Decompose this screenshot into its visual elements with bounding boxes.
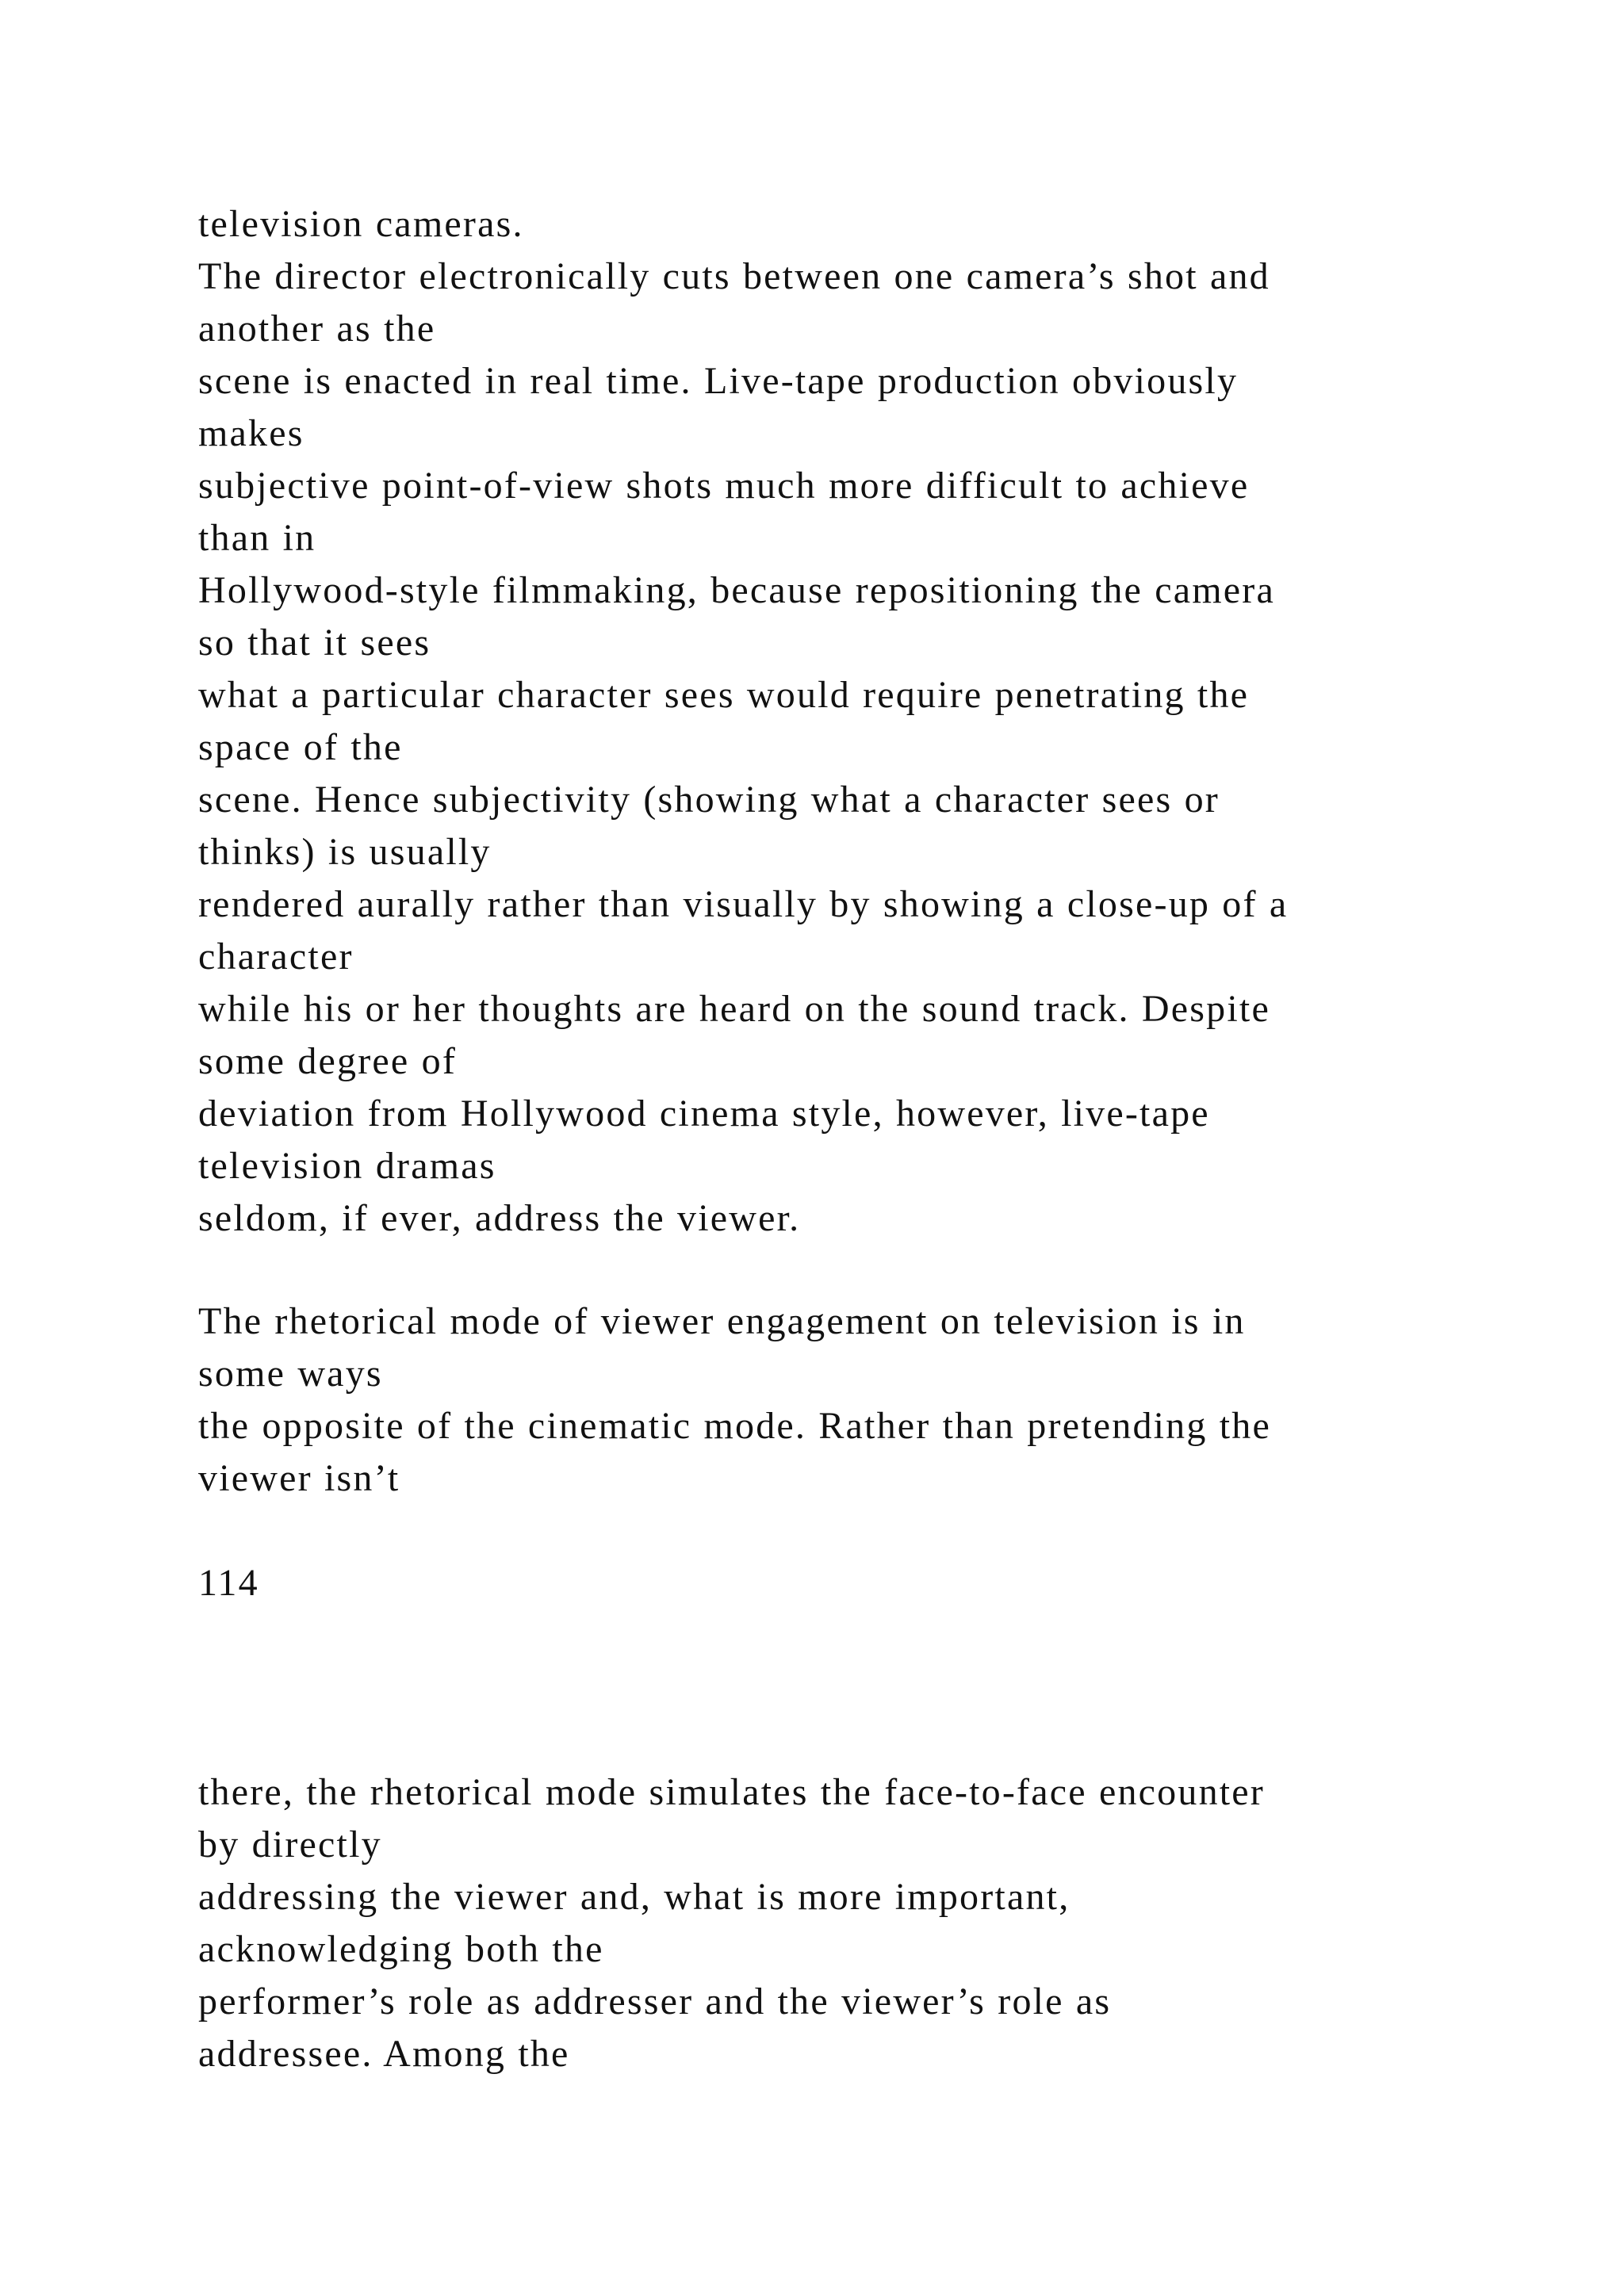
page-number-text: 114	[198, 1562, 259, 1604]
text-line: some degree of	[198, 1040, 458, 1082]
text-line: addressing the viewer and, what is more important,	[198, 1876, 1071, 1918]
text-line: rendered aurally rather than visually by showing a close-up of a	[198, 883, 1289, 925]
text-line: some ways	[198, 1353, 383, 1395]
text-line: character	[198, 936, 354, 978]
text-line: another as the	[198, 308, 436, 350]
text-line: the opposite of the cinematic mode. Rather than pretending the	[198, 1405, 1272, 1447]
text-line: makes	[198, 412, 304, 454]
text-line: than in	[198, 517, 316, 559]
text-line: space of the	[198, 726, 403, 768]
text-line: performer’s role as addresser and the viewer’s role as	[198, 1980, 1112, 2022]
text-line: The rhetorical mode of viewer engagement on television is in	[198, 1300, 1246, 1342]
text-line: scene is enacted in real time. Live-tape production obviously	[198, 360, 1239, 402]
text-line: there, the rhetorical mode simulates the face-to-face encounter	[198, 1771, 1265, 1813]
text-line: Hollywood-style filmmaking, because repositioning the camera	[198, 569, 1275, 611]
text-line: television cameras.	[198, 203, 524, 245]
text-line: addressee. Among the	[198, 2033, 570, 2075]
text-line: so that it sees	[198, 622, 431, 664]
paragraph-rhetorical-mode	[198, 1295, 1546, 1505]
text-line: viewer isn’t	[198, 1457, 400, 1499]
text-line: while his or her thoughts are heard on the sound track. Despite	[198, 988, 1270, 1030]
paragraph-live-tape	[198, 198, 1546, 1245]
text-line: by directly	[198, 1823, 382, 1866]
text-line: what a particular character sees would require penetrating the	[198, 674, 1250, 716]
text-line: television dramas	[198, 1145, 496, 1187]
text-line: deviation from Hollywood cinema style, however, live-tape	[198, 1093, 1210, 1135]
text-line: The director electronically cuts between one camera’s shot and	[198, 255, 1270, 297]
paragraph-continuation	[198, 1766, 1546, 2080]
text-line: seldom, if ever, address the viewer.	[198, 1197, 801, 1239]
text-line: scene. Hence subjectivity (showing what a character sees or	[198, 779, 1220, 821]
text-line: acknowledging both the	[198, 1928, 604, 1970]
text-line: subjective point-of-view shots much more difficult to achieve	[198, 465, 1250, 507]
text-line: thinks) is usually	[198, 831, 492, 873]
page-number	[198, 1557, 1546, 1609]
